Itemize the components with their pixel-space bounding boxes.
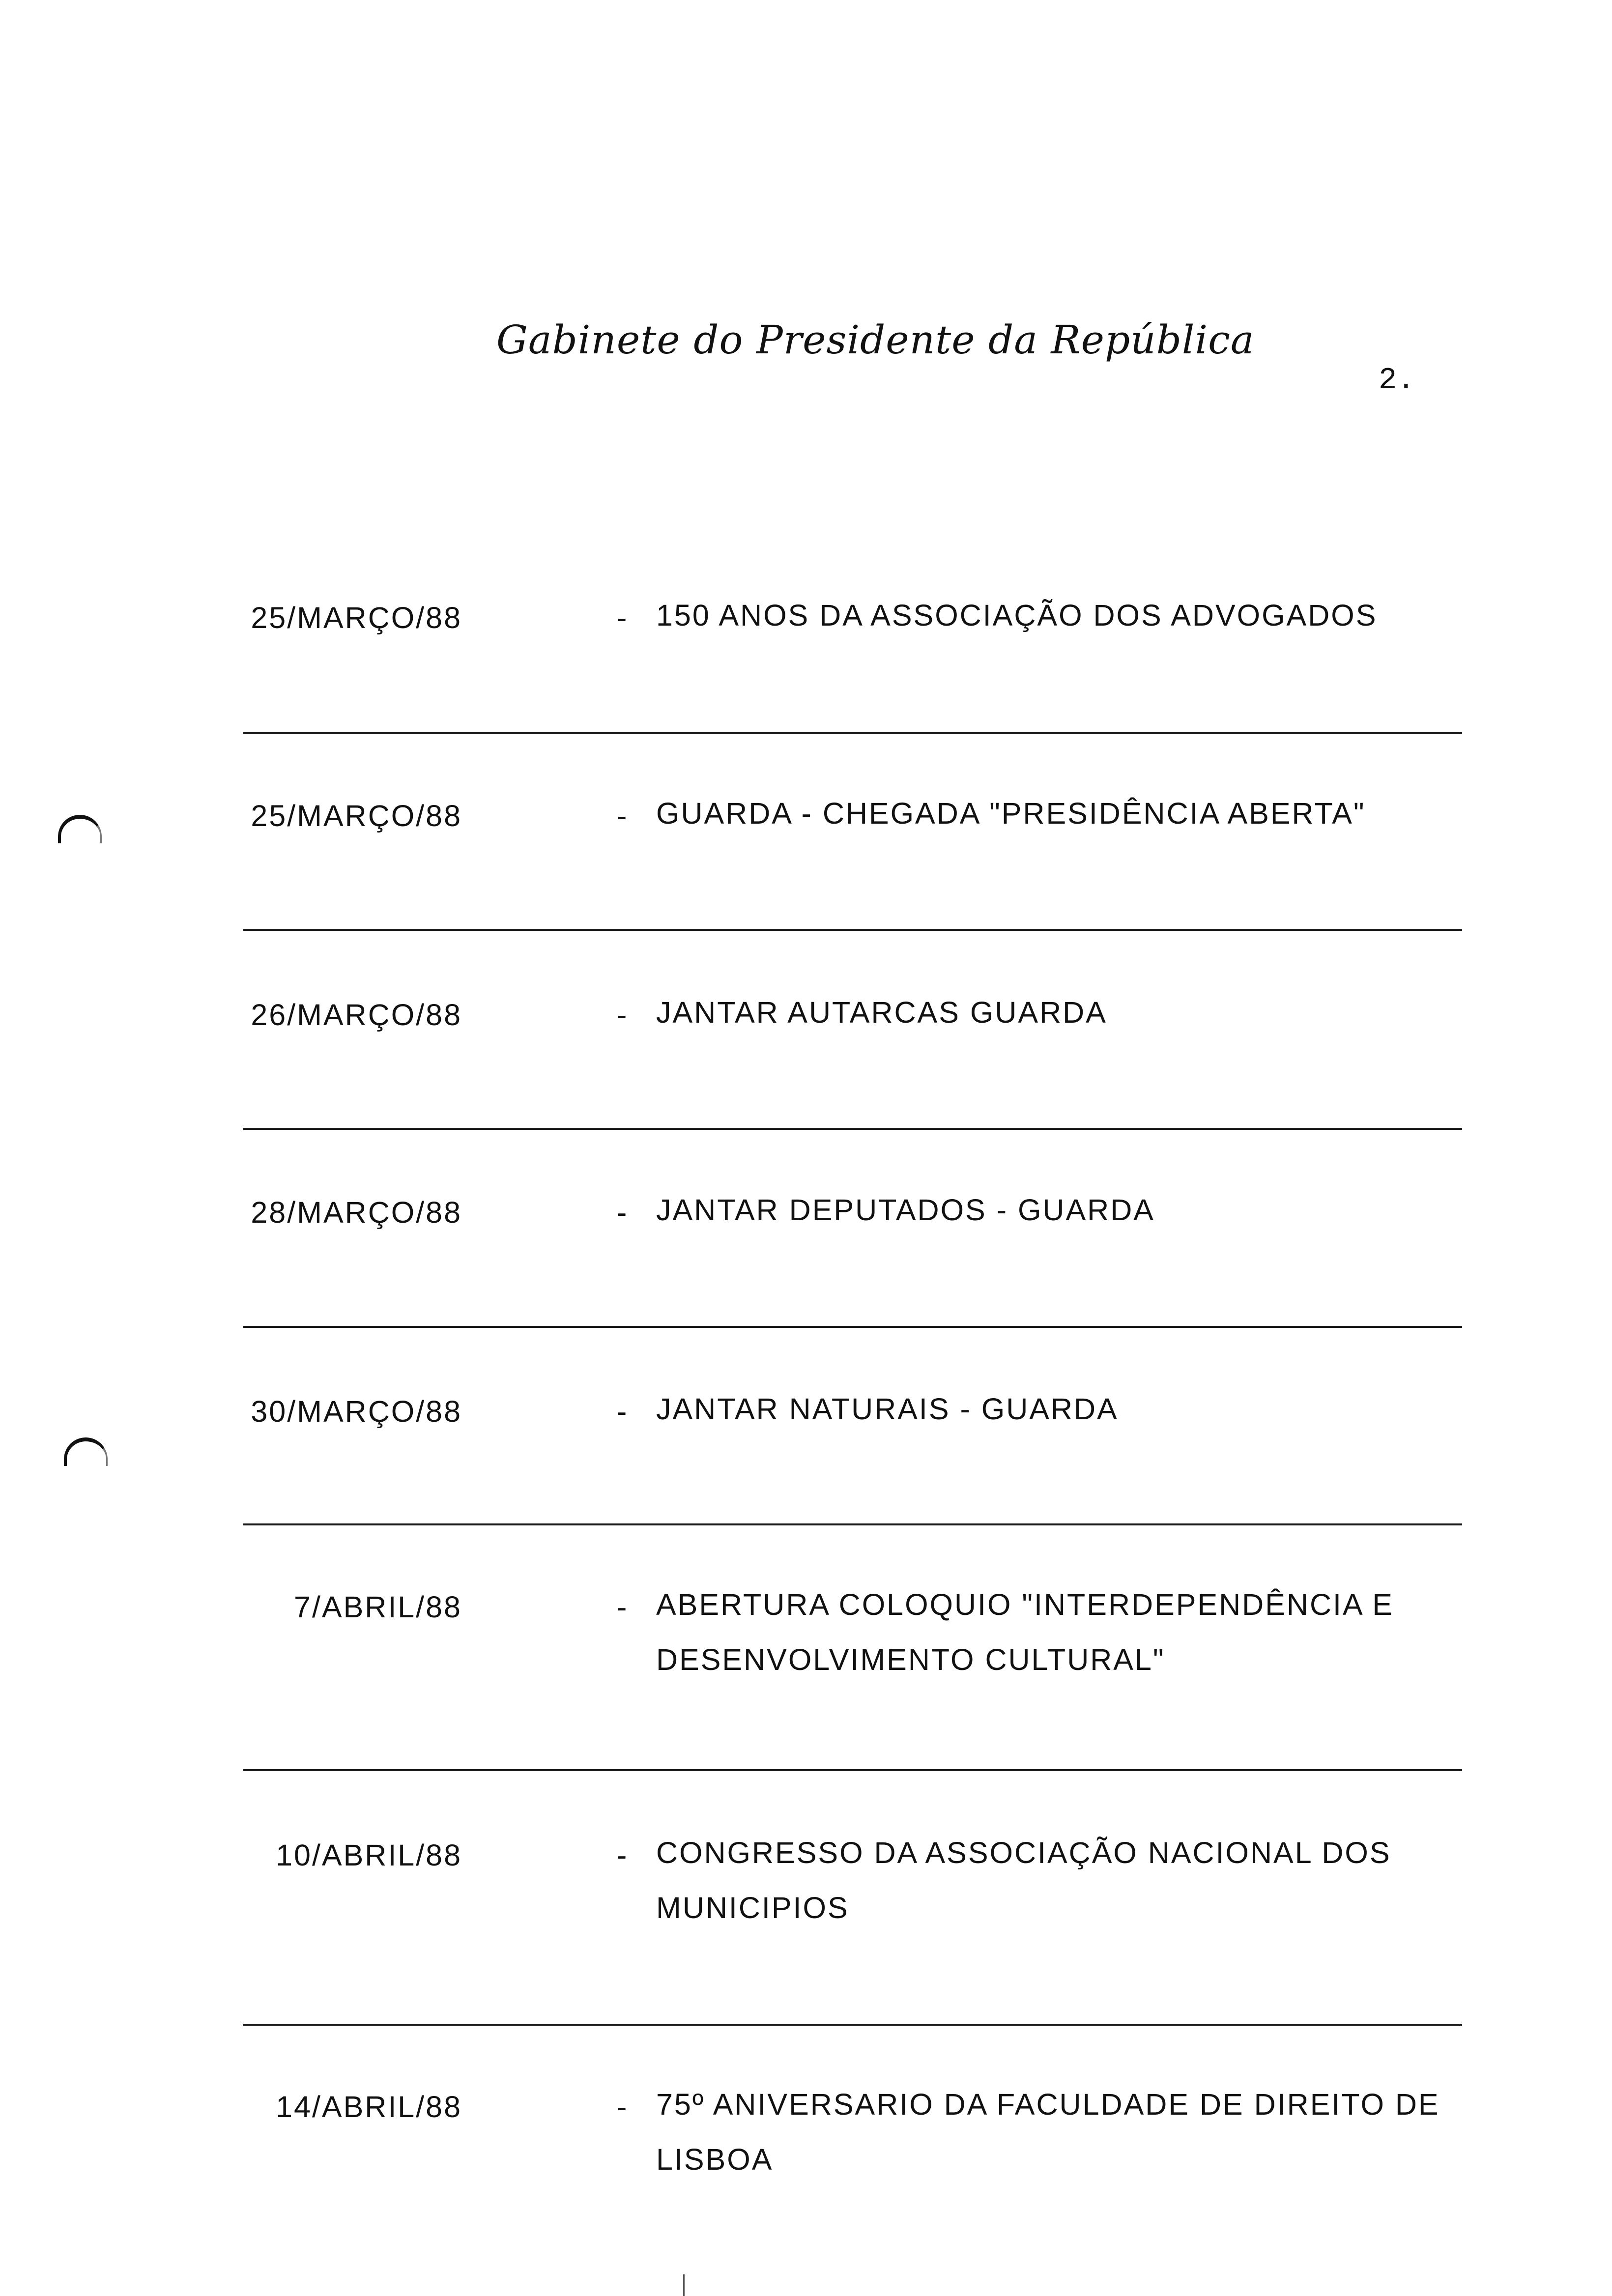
entry-date: 10/ABRIL/88 [276,1838,462,1872]
entry-description: CONGRESSO DA ASSOCIAÇÃO NACIONAL DOS MUNICIPIOS [656,1836,1391,1924]
divider-rule [243,732,1462,734]
divider-rule [243,1326,1462,1328]
divider-rule [243,1523,1462,1525]
entry-description: 75º ANIVERSARIO DA FACULDADE DE DIREITO DE LISBOA [656,2088,1440,2176]
entry-dash: - [617,1590,627,1624]
punch-hole-mark [64,1437,108,1466]
entry-description: ABERTURA COLOQUIO "INTERDEPENDÊNCIA E DESENVOLVIMENTO CULTURAL" [656,1588,1394,1676]
entry-dash: - [617,1395,627,1428]
divider-rule [243,1769,1462,1771]
entry-date: 30/MARÇO/88 [251,1395,462,1428]
entry-date: 25/MARÇO/88 [251,601,462,634]
page-number: 2. [1379,363,1415,398]
entry-date: 7/ABRIL/88 [294,1590,462,1624]
entry-date: 26/MARÇO/88 [251,998,462,1032]
entry-description: GUARDA - CHEGADA "PRESIDÊNCIA ABERTA" [656,797,1366,830]
entry-description: JANTAR DEPUTADOS - GUARDA [656,1193,1155,1227]
entry-description: JANTAR AUTARCAS GUARDA [656,996,1107,1029]
entry-dash: - [617,2090,627,2124]
entry-date: 25/MARÇO/88 [251,799,462,832]
entry-date: 14/ABRIL/88 [276,2090,462,2124]
scan-mark [683,2274,685,2296]
letterhead: Gabinete do Presidente da República [496,317,1255,363]
divider-rule [243,2024,1462,2026]
entry-dash: - [617,799,627,832]
entry-dash: - [617,1196,627,1229]
entry-description: JANTAR NATURAIS - GUARDA [656,1392,1119,1426]
entry-dash: - [617,601,627,634]
entry-dash: - [617,1838,627,1872]
entry-description: 150 ANOS DA ASSOCIAÇÃO DOS ADVOGADOS [656,599,1378,632]
entry-date: 28/MARÇO/88 [251,1196,462,1229]
divider-rule [243,1128,1462,1130]
punch-hole-mark [58,815,102,843]
entry-dash: - [617,998,627,1032]
divider-rule [243,929,1462,931]
